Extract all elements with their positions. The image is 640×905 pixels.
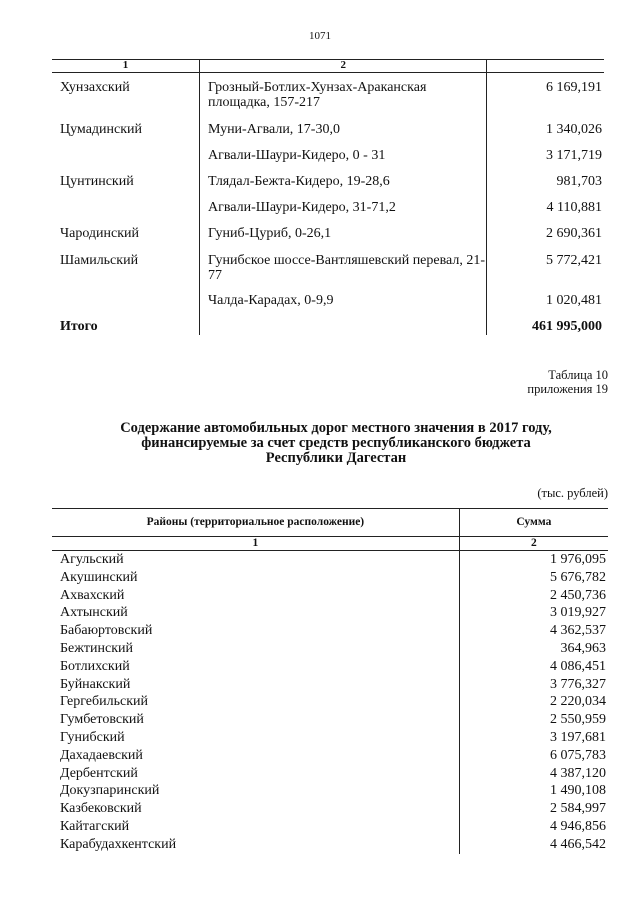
amount-cell: 4 946,856 — [459, 818, 608, 836]
table-row — [52, 253, 604, 293]
district-cell: Докузпаринский — [60, 783, 160, 799]
district-cell: Хунзахский — [60, 80, 130, 95]
road-cell: Чалда-Карадах, 0-9,9 — [199, 293, 486, 319]
table-row — [52, 800, 608, 818]
table-header-row — [52, 509, 608, 537]
district-cell: Бежтинский — [60, 640, 134, 656]
amount-cell: 1 976,095 — [459, 551, 608, 569]
table-row — [52, 293, 604, 319]
table-row — [52, 569, 608, 587]
amount-cell: 1 020,481 — [487, 293, 604, 319]
road-cell: Гуниб-Цуриб, 0-26,1 — [199, 226, 486, 253]
district-cell: Чародинский — [60, 226, 140, 241]
table-row — [52, 200, 604, 226]
amount-cell: 981,703 — [487, 174, 604, 200]
table-row — [52, 587, 608, 605]
district-cell — [52, 200, 199, 226]
total-amount: 461 995,000 — [487, 319, 604, 335]
table-row — [52, 693, 608, 711]
district-rows — [52, 551, 608, 854]
total-empty-cell — [199, 319, 486, 335]
district-cell: Акушинский — [60, 569, 138, 585]
district-cell: Цунтинский — [60, 174, 134, 189]
units-note: (тыс. рублей) — [537, 486, 608, 500]
column-number-1: 1 — [52, 537, 459, 551]
table-row — [52, 765, 608, 783]
district-cell: Ботлихский — [60, 658, 130, 674]
column-number-row — [52, 537, 608, 551]
district-cell: Гергебильский — [60, 694, 148, 710]
road-cell: Муни-Агвали, 17-30,0 — [199, 122, 486, 148]
district-cell: Кайтагский — [60, 818, 130, 834]
road-cell: Тлядал-Бежта-Кидеро, 19-28,6 — [199, 174, 486, 200]
amount-cell: 4 362,537 — [459, 622, 608, 640]
amount-cell: 2 450,736 — [459, 587, 608, 605]
district-cell: Дахадаевский — [60, 747, 143, 763]
district-funding-table — [52, 508, 608, 854]
total-row — [52, 319, 604, 335]
district-cell: Казбековский — [60, 801, 142, 817]
page-number: 1071 — [309, 30, 331, 42]
district-cell: Буйнакский — [60, 676, 131, 692]
amount-cell: 364,963 — [459, 640, 608, 658]
column-number-2: 2 — [199, 60, 486, 73]
amount-cell: 4 086,451 — [459, 658, 608, 676]
district-cell — [52, 293, 199, 319]
table-row — [52, 658, 608, 676]
table-row — [52, 148, 604, 174]
title-line-1: Содержание автомобильных дорог местного значения в 2017 году, — [120, 420, 552, 436]
amount-cell: 2 550,959 — [459, 711, 608, 729]
column-number-3 — [487, 60, 604, 73]
amount-cell: 3 197,681 — [459, 729, 608, 747]
table-row — [52, 818, 608, 836]
total-label: Итого — [60, 319, 98, 334]
amount-cell: 6 075,783 — [459, 747, 608, 765]
amount-cell: 3 171,719 — [487, 148, 604, 174]
district-cell: Дербентский — [60, 765, 138, 781]
table-row — [52, 676, 608, 694]
amount-cell: 2 584,997 — [459, 800, 608, 818]
title-line-3: Республики Дагестан — [265, 450, 407, 466]
table-row — [52, 711, 608, 729]
amount-cell: 1 340,026 — [487, 122, 604, 148]
table-header-row — [52, 60, 604, 73]
table-row — [52, 122, 604, 148]
district-cell: Гунибский — [60, 729, 125, 745]
table-number: Таблица 10 — [548, 368, 608, 382]
amount-cell: 3 776,327 — [459, 676, 608, 694]
table-row — [52, 622, 608, 640]
road-funding-table-continued — [52, 59, 604, 335]
table-reference — [527, 368, 608, 396]
amount-cell: 4 466,542 — [459, 836, 608, 854]
table-row — [52, 226, 604, 253]
table-row — [52, 782, 608, 800]
amount-cell: 5 676,782 — [459, 569, 608, 587]
district-column-header: Районы (территориальное расположение) — [52, 509, 459, 537]
district-cell: Цумадинский — [60, 122, 143, 137]
district-cell: Агульский — [60, 552, 124, 567]
column-number-1: 1 — [52, 60, 199, 73]
amount-cell: 4 110,881 — [487, 200, 604, 226]
district-cell: Бабаюртовский — [60, 623, 153, 639]
section-title — [60, 421, 612, 466]
district-cell: Шамильский — [60, 253, 139, 268]
amount-cell: 2 690,361 — [487, 226, 604, 253]
district-cell — [52, 148, 199, 174]
road-cell: Гунибское шоссе-Вантляшевский перевал, 21-77 — [199, 253, 486, 293]
table-row — [52, 729, 608, 747]
table-row — [52, 747, 608, 765]
amount-cell: 5 772,421 — [487, 253, 604, 293]
district-cell: Карабудахкентский — [60, 836, 177, 852]
amount-column-header: Сумма — [459, 509, 608, 537]
title-line-2: финансируемые за счет средств республиканского бюджета — [141, 435, 531, 451]
table-row — [52, 836, 608, 854]
amount-cell: 4 387,120 — [459, 765, 608, 783]
table-row — [52, 551, 608, 569]
table-row — [52, 174, 604, 200]
table-row — [52, 640, 608, 658]
road-cell: Агвали-Шаури-Кидеро, 31-71,2 — [199, 200, 486, 226]
table-row — [52, 73, 604, 123]
amount-cell: 6 169,191 — [487, 73, 604, 123]
amount-cell: 2 220,034 — [459, 693, 608, 711]
road-cell: Грозный-Ботлих-Хунзах-Араканская площадка, 157-217 — [199, 73, 486, 123]
amount-cell: 3 019,927 — [459, 604, 608, 622]
road-cell: Агвали-Шаури-Кидеро, 0 - 31 — [199, 148, 486, 174]
appendix-number: приложения 19 — [527, 382, 608, 396]
district-cell: Гумбетовский — [60, 712, 144, 728]
district-cell: Ахтынский — [60, 605, 128, 621]
table-row — [52, 604, 608, 622]
column-number-2: 2 — [459, 537, 608, 551]
district-cell: Ахвахский — [60, 587, 125, 603]
amount-cell: 1 490,108 — [459, 782, 608, 800]
